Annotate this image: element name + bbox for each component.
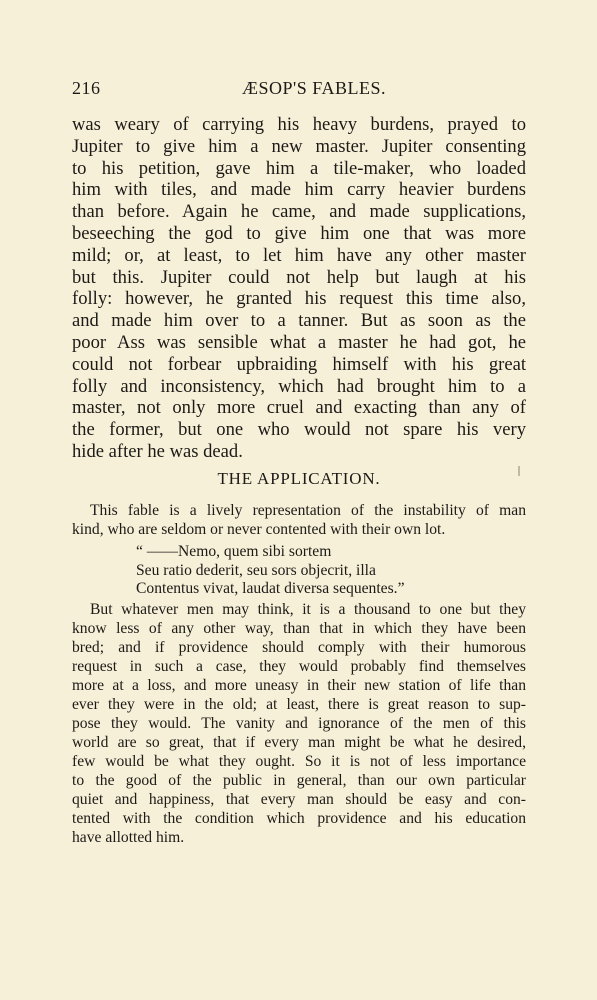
application-line: few would be what they ought. So it is not of less importance — [72, 753, 526, 770]
body-line: and made him over to a tanner. But as soon as the — [72, 310, 526, 332]
body-line: than before. Again he came, and made supplications, — [72, 201, 526, 223]
application-paragraph-2 — [72, 600, 526, 847]
application-line: But whatever men may think, it is a thousand to one but they — [90, 601, 526, 618]
body-line: hide after he was dead. — [72, 440, 243, 462]
application-line: pose they would. The vanity and ignorance of the men of this — [72, 715, 526, 732]
running-title: ÆSOP'S FABLES. — [242, 78, 386, 98]
body-line: could not forbear upbraiding himself with his great — [72, 353, 526, 375]
paper-mark — [518, 466, 520, 476]
application-line: bred; and if providence should comply with their humorous — [72, 639, 526, 656]
application-heading: THE APPLICATION. — [217, 469, 381, 488]
application-line: tented with the condition which providence and his education — [72, 810, 526, 827]
body-line: him with tiles, and made him carry heavier burdens — [72, 179, 526, 201]
body-line: the former, but one who would not spare his very — [72, 419, 526, 441]
verse-line: Contentus vivat, laudat diversa sequentes.” — [136, 580, 405, 597]
latin-verse-quote — [136, 543, 405, 599]
application-line: have allotted him. — [72, 829, 185, 846]
application-paragraph-1 — [72, 501, 526, 539]
application-line: know less of any other way, than that in which they have been — [72, 620, 526, 637]
body-line: poor Ass was sensible what a master he had got, he — [72, 331, 526, 353]
verse-line: “ ——Nemo, quem sibi sortem — [136, 543, 332, 560]
fable-body-text — [72, 114, 526, 463]
body-line: master, not only more cruel and exacting than any of — [72, 397, 526, 419]
application-line: more at a loss, and more uneasy in their new station of life than — [72, 677, 526, 694]
body-line: folly and inconsistency, which had brought him to a — [72, 375, 526, 397]
application-line: This fable is a lively representation of the instability of man — [90, 502, 526, 519]
body-line: Jupiter to give him a new master. Jupiter consenting — [72, 135, 526, 157]
application-line: quiet and happiness, that every man should be easy and con- — [72, 791, 526, 808]
body-line: to his petition, gave him a tile-maker, who loaded — [72, 157, 526, 179]
page-number: 216 — [72, 78, 101, 98]
application-line: kind, who are seldom or never contented with their own lot. — [72, 521, 446, 538]
body-line: folly: however, he granted his request this time also, — [72, 288, 526, 310]
body-line: beseeching the god to give him one that was more — [72, 222, 526, 244]
application-line: to the good of the public in general, than our own particular — [72, 772, 526, 789]
page-header — [72, 78, 526, 104]
body-line: but this. Jupiter could not help but laugh at his — [72, 266, 526, 288]
application-line: ever they were in the old; at least, there is great reason to sup- — [72, 696, 526, 713]
verse-line: Seu ratio dederit, seu sors objecrit, illa — [136, 561, 376, 579]
application-line: request in such a case, they would probably find themselves — [72, 658, 526, 675]
application-line: world are so great, that if every man might be what he desired, — [72, 734, 526, 751]
body-line: was weary of carrying his heavy burdens, prayed to — [72, 114, 526, 135]
body-line: mild; or, at least, to let him have any other master — [72, 244, 526, 266]
